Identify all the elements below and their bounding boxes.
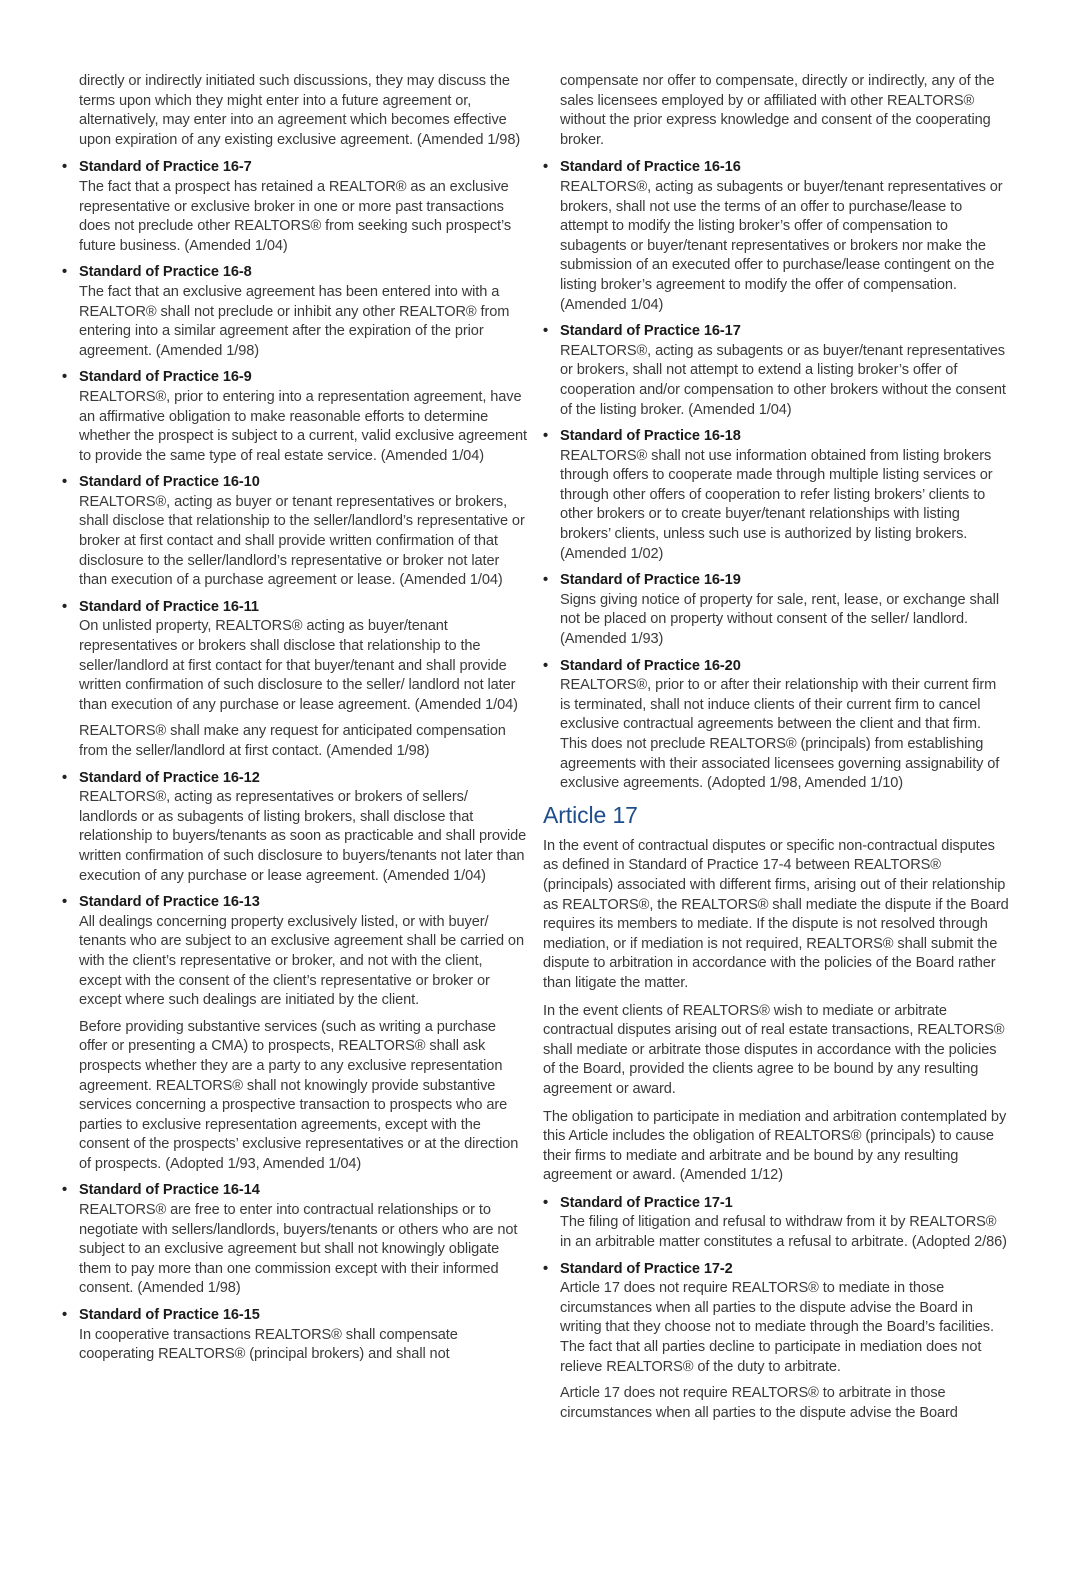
sop-16-11-continuation: REALTORS® shall make any request for anticipated compensation from the seller/landlord at first contact. (Amended 1/98): [79, 723, 506, 759]
sop-16-13-continuation: Before providing substantive services (such as writing a purchase offer or presenting a CMA) to prospects, REALTORS® shall ask prospects whether they are a party to any exclusive representation agreement. REALTORS® shall not knowingly provide substantive services concerning a prospective transaction to prospects who are parties to exclusive representation agreements, except with the consent of the prospects’ exclusive representatives or at the direction of prospects. (Adopted 1/93, Amended 1/04): [79, 1018, 519, 1172]
sop-body: REALTORS®, acting as representatives or brokers of sellers/ landlords or as subagents of listing brokers, shall disclose that relationship to buyers/tenants as soon as practicable and shall provide written confirmation of such disclosure to buyers/tenants not later than execution of any purchase or lease agreement. (Amended 1/04): [79, 789, 527, 884]
sop-body: REALTORS® shall not use information obtained from listing brokers through offers to cooperate made through multiple listing services or through other offers of cooperation to refer listing brokers’ clients to other brokers or to create buyer/tenant relationships with listing brokers’ clients, unless such use is authorized by listing brokers. (Amended 1/02): [560, 447, 993, 562]
sop-heading: Standard of Practice 16-7: [79, 159, 252, 176]
sop-body: On unlisted property, REALTORS® acting as buyer/tenant representatives or brokers shall disclose that relationship to the seller/landlord at first contact for that buyer/tenant and shall provide written confirmation of such disclosure to the seller/ landlord not later than execution of any purchase or lease agreement. (Amended 1/04): [79, 618, 518, 713]
sop-heading: Standard of Practice 16-9: [79, 369, 252, 386]
sop-heading: Standard of Practice 16-16: [560, 159, 741, 176]
bullet-icon: •: [543, 323, 549, 340]
article-17-heading: Article 17: [543, 801, 638, 828]
sop-16-8: [62, 263, 528, 361]
bullet-icon: •: [62, 369, 68, 386]
sop-body: All dealings concerning property exclusively listed, or with buyer/ tenants who are subject to an exclusive agreement shall be carried on with the client’s representative or broker, and not with the client, except with the consent of the client’s representative or broker or except where such dealings are initiated by the client.: [79, 913, 524, 1009]
bullet-icon: •: [543, 428, 549, 445]
bullet-icon: •: [62, 264, 68, 281]
sop-heading: Standard of Practice 17-1: [560, 1194, 733, 1211]
sop-16-16: [543, 158, 1009, 315]
sop-16-9: [62, 368, 528, 466]
sop-body: REALTORS®, prior to or after their relationship with their current firm is terminated, shall not induce clients of their current firm to cancel exclusive contractual agreements between the client and that firm. This does not preclude REALTORS® (principals) from establishing agreements with their associated licensees governing assignability of exclusive agreements. (Adopted 1/98, Amended 1/10): [560, 677, 1000, 792]
bullet-icon: •: [62, 598, 68, 615]
sop-heading: Standard of Practice 16-20: [560, 657, 741, 674]
left-intro-paragraph: directly or indirectly initiated such discussions, they may discuss the terms upon which they might enter into a future agreement or, alternatively, may enter into an agreement which becomes effective upon expiration of any existing exclusive agreement. (Amended 1/98): [79, 73, 521, 148]
bullet-icon: •: [543, 657, 549, 674]
article-17-paragraph-1: In the event of contractual disputes or specific non-contractual disputes as defined in Standard of Practice 17-4 between REALTORS® (principals) associated with different firms, arising out of their relationship as REALTORS®, the REALTORS® shall mediate the dispute if the Board requires its members to mediate. If the dispute is not resolved through mediation, or if mediation is not required, REALTORS® shall submit the dispute to arbitration in accordance with the policies of the Board rather than litigate the matter.: [543, 837, 1009, 991]
sop-16-19: [543, 571, 1009, 649]
sop-16-14: [62, 1181, 528, 1299]
sop-body: The fact that an exclusive agreement has been entered into with a REALTOR® shall not preclude or inhibit any other REALTOR® from entering into a similar agreement after the expiration of the prior agreement. (Amended 1/98): [79, 283, 510, 359]
right-intro-paragraph: compensate nor offer to compensate, directly or indirectly, any of the sales licensees employed by or affiliated with other REALTORS® without the prior express knowledge and consent of the cooperating broker.: [560, 73, 995, 148]
bullet-icon: •: [543, 159, 549, 176]
bullet-icon: •: [62, 474, 68, 491]
sop-body: REALTORS®, acting as subagents or as buyer/tenant representatives or brokers, shall not attempt to extend a listing broker’s offer of cooperation and/or compensation to other brokers without the consent of the listing broker. (Amended 1/04): [560, 342, 1006, 418]
sop-16-18: [543, 427, 1009, 564]
bullet-icon: •: [62, 769, 68, 786]
sop-16-13: [62, 893, 528, 1011]
sop-heading: Standard of Practice 16-18: [560, 428, 741, 445]
sop-body: REALTORS®, prior to entering into a representation agreement, have an affirmative obligation to make reasonable efforts to determine whether the prospect is subject to a current, valid exclusive agreement to provide the same type of real estate service. (Amended 1/04): [79, 388, 527, 464]
article-17-paragraph-2: In the event clients of REALTORS® wish to mediate or arbitrate contractual disputes arising out of real estate transactions, REALTORS® shall mediate or arbitrate those disputes in accordance with the policies of the Board, provided the clients agree to be bound by any resulting agreement or award.: [543, 1002, 1005, 1097]
sop-16-15: [62, 1306, 528, 1365]
sop-17-2: [543, 1260, 1009, 1378]
sop-heading: Standard of Practice 16-12: [79, 769, 260, 786]
sop-body: In cooperative transactions REALTORS® shall compensate cooperating REALTORS® (principal brokers) and shall not: [79, 1326, 458, 1363]
sop-body: Signs giving notice of property for sale, rent, lease, or exchange shall not be placed on property without consent of the seller/ landlord. (Amended 1/93): [560, 591, 999, 648]
sop-heading: Standard of Practice 16-14: [79, 1182, 260, 1199]
sop-16-12: [62, 769, 528, 887]
sop-heading: Standard of Practice 16-13: [79, 894, 260, 911]
right-column: [543, 72, 1009, 1430]
sop-17-1: [543, 1194, 1009, 1253]
sop-16-17: [543, 322, 1009, 420]
bullet-icon: •: [62, 1182, 68, 1199]
sop-16-20: [543, 657, 1009, 794]
sop-17-2-continuation: Article 17 does not require REALTORS® to arbitrate in those circumstances when all parties to the dispute advise the Board: [560, 1385, 958, 1421]
sop-heading: Standard of Practice 16-15: [79, 1307, 260, 1324]
bullet-icon: •: [62, 894, 68, 911]
bullet-icon: •: [543, 1260, 549, 1277]
sop-body: REALTORS®, acting as subagents or buyer/tenant representatives or brokers, shall not use the terms of an offer to purchase/lease to attempt to modify the listing broker’s offer of compensation to subagents or buyer/tenant representatives or brokers nor make the submission of an executed offer to purchase/lease contingent on the listing broker’s agreement to modify the offer of compensation. (Amended 1/04): [560, 178, 1003, 313]
article-17-paragraph-3: The obligation to participate in mediation and arbitration contemplated by this Article includes the obligation of REALTORS® (principals) to cause their firms to mediate and arbitrate and be bound by any resulting agreement or award. (Amended 1/12): [543, 1108, 1007, 1184]
bullet-icon: •: [543, 572, 549, 589]
sop-16-11: [62, 598, 528, 716]
sop-body: The fact that a prospect has retained a REALTOR® as an exclusive representative or exclusive broker in one or more past transactions does not preclude other REALTORS® from seeking such prospect’s future business. (Amended 1/04): [79, 178, 512, 254]
sop-body: REALTORS®, acting as buyer or tenant representatives or brokers, shall disclose that relationship to the seller/landlord’s representative or broker at first contact and shall provide written confirmation of that disclosure to the seller/landlord’s representative or broker not later than execution of a purchase agreement or lease. (Amended 1/04): [79, 493, 525, 589]
sop-16-7: [62, 158, 528, 256]
sop-heading: Standard of Practice 16-8: [79, 264, 252, 281]
sop-body: The filing of litigation and refusal to withdraw from it by REALTORS® in an arbitrable matter constitutes a refusal to arbitrate. (Adopted 2/86): [560, 1214, 1007, 1251]
sop-heading: Standard of Practice 16-17: [560, 323, 741, 340]
sop-body: Article 17 does not require REALTORS® to mediate in those circumstances when all parties to the dispute advise the Board in writing that they choose not to mediate through the Board’s facilities. The fact that all parties decline to participate in mediation does not relieve REALTORS® of the duty to arbitrate.: [560, 1280, 994, 1375]
bullet-icon: •: [62, 1307, 68, 1324]
left-column: [62, 72, 528, 1372]
sop-heading: Standard of Practice 16-19: [560, 572, 741, 589]
sop-heading: Standard of Practice 16-11: [79, 598, 259, 615]
bullet-icon: •: [62, 159, 68, 176]
sop-16-10: [62, 473, 528, 591]
sop-heading: Standard of Practice 17-2: [560, 1260, 733, 1277]
sop-body: REALTORS® are free to enter into contractual relationships or to negotiate with sellers/landlords, buyers/tenants or others who are not subject to an exclusive agreement but shall not knowingly obligate them to pay more than one commission except with their informed consent. (Amended 1/98): [79, 1202, 518, 1297]
sop-heading: Standard of Practice 16-10: [79, 474, 260, 491]
bullet-icon: •: [543, 1194, 549, 1211]
